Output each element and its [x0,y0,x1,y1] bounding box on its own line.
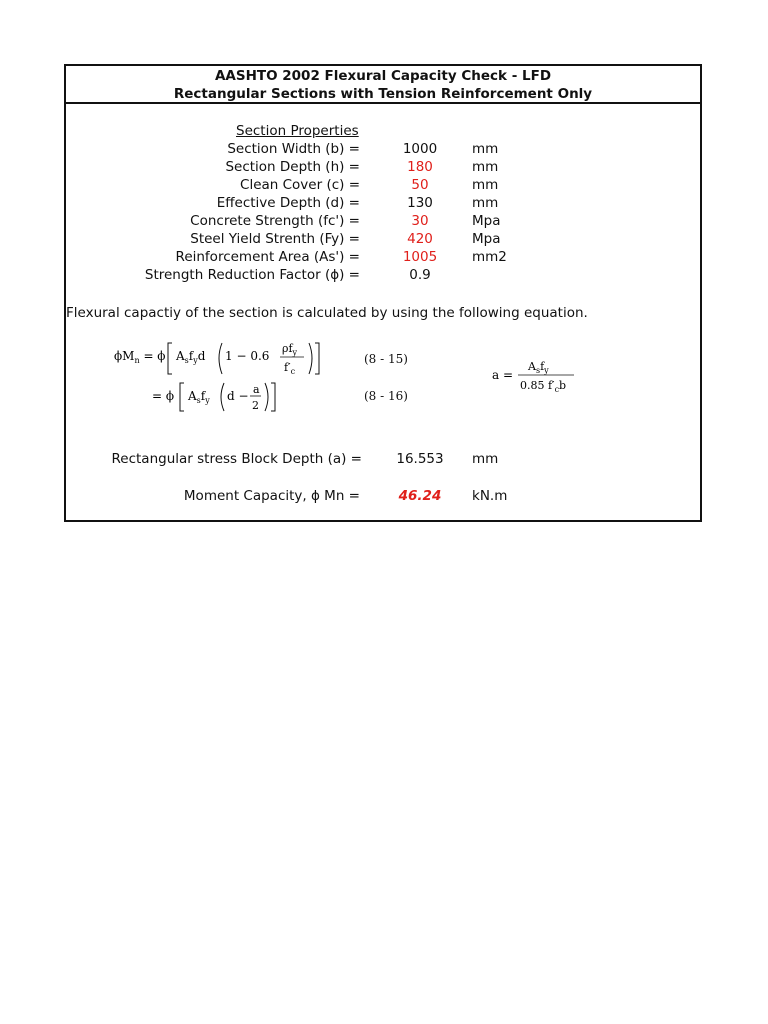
svg-text:a =: a = [492,368,514,382]
row-label: Clean Cover (c) = [240,177,360,193]
row-label: Section Width (b) = [227,141,360,157]
svg-text:ρfy: $\rho f_y$ [282,342,298,357]
row-value-input[interactable]: 1005 [402,249,438,265]
equation-block-depth-image [490,358,590,394]
sheet-subtitle: Rectangular Sections with Tension Reinforcement Only [173,86,593,102]
block-depth-unit: mm [472,451,499,467]
row-moment-capacity [66,488,700,506]
calc-sheet [64,64,702,522]
moment-capacity-label: Moment Capacity, ϕ Mn = [183,488,360,504]
row-label: Strength Reduction Factor (ϕ) = [144,267,360,283]
svg-text:Asfyd: $A_sf_yd$ [176,349,206,365]
row-value-input[interactable]: 30 [411,213,429,229]
svg-text:Asfy: $A_sf_y$ [528,360,549,375]
svg-text:2: 2 [252,399,259,412]
svg-text:Asfy: $A_sf_y$ [188,389,210,405]
row-label: Reinforcement Area (As') = [175,249,360,265]
row-value[interactable]: 0.9 [409,267,431,283]
svg-text:= ϕ: = ϕ [152,389,175,403]
svg-text:a: a [253,383,260,396]
block-depth-value[interactable]: 16.553 [396,451,444,467]
row-effective-depth [66,195,700,213]
sheet-title: AASHTO 2002 Flexural Capacity Check - LFD [214,68,552,84]
svg-text:ϕMn = ϕ: $\phi M_n = \phi$ [114,349,166,365]
section-properties-heading: Section Properties [236,123,359,139]
row-unit: Mpa [472,231,501,247]
row-value-input[interactable]: 50 [411,177,429,193]
row-label: Section Depth (h) = [225,159,360,175]
svg-text:d −: d − [227,389,249,403]
sheet-header [66,66,700,104]
row-value-input[interactable]: 180 [407,159,433,175]
row-value-input[interactable]: 420 [407,231,433,247]
row-concrete-strength [66,213,700,231]
svg-text:0.85 f′cb: 0.85 $f'_cb$ [520,379,567,394]
row-unit: mm [472,177,499,193]
svg-text:f′c: $f'_c$ [284,361,296,376]
row-section-width [66,141,700,159]
row-clean-cover [66,177,700,195]
equation-8-16-image [146,380,286,414]
row-block-depth [66,451,700,469]
moment-capacity-unit: kN.m [472,488,508,504]
equation-8-15-number: (8 - 15) [364,352,408,366]
row-unit: mm [472,159,499,175]
row-unit: mm2 [472,249,507,265]
equation-8-15-image [114,338,364,378]
block-depth-label: Rectangular stress Block Depth (a) = [111,451,362,467]
row-unit: Mpa [472,213,501,229]
svg-text:1 − 0.6: 1 − 0.6 [225,349,270,363]
row-section-depth [66,159,700,177]
row-unit: mm [472,141,499,157]
row-unit: mm [472,195,499,211]
equation-8-16-number: (8 - 16) [364,389,408,403]
row-steel-yield [66,231,700,249]
row-label: Steel Yield Strenth (Fy) = [190,231,360,247]
row-value[interactable]: 1000 [402,141,438,157]
row-label: Concrete Strength (fc') = [190,213,360,229]
row-label: Effective Depth (d) = [216,195,360,211]
moment-capacity-value[interactable]: 46.24 [398,488,442,504]
row-value[interactable]: 130 [407,195,433,211]
description-text: Flexural capactiy of the section is calculated by using the following equation. [66,305,588,321]
row-reinforcement-area [66,249,700,267]
row-strength-reduction [66,267,700,285]
